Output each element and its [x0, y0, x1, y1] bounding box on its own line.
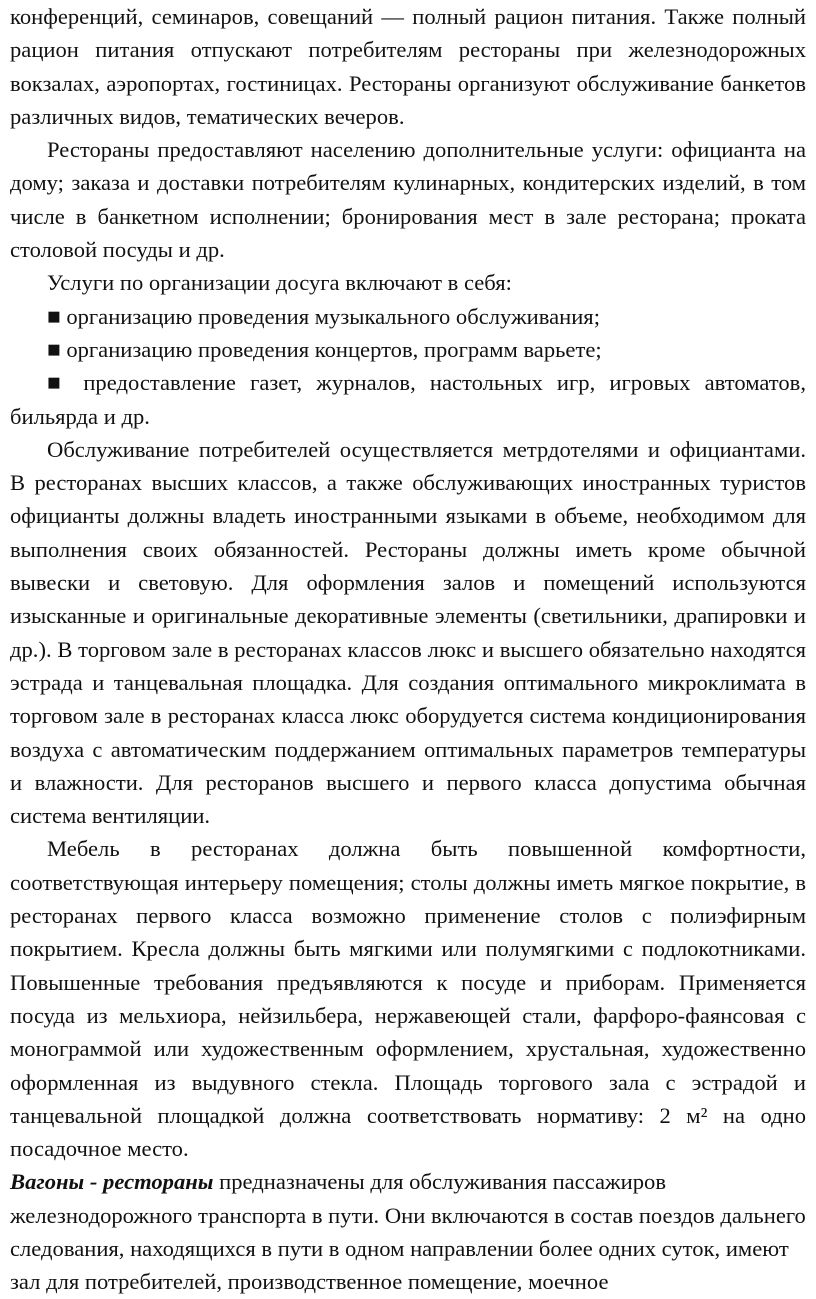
- paragraph-additional-services: Рестораны предоставляют населению дополнительные услуги: официанта на дому; заказа и доставки потребителям кулинарных, кондитерских изделий, в том числе в банкетном исполнении; бронирования мест в зале ресторана; проката столовой посуды и др.: [10, 137, 806, 263]
- bullet-square-icon: ■: [47, 370, 70, 396]
- dining-cars-text: предназначены для обслуживания пассажиров железнодорожного транспорта в пути. Они включаются в состав поездов дальнего следования, находящихся в пути в одном направлении более одних суток, имеют зал для потребителей, производственное помещение, моечное: [10, 1169, 806, 1295]
- paragraph-service-staff: Обслуживание потребителей осуществляется метрдотелями и официантами. В ресторанах высших классов, а также обслуживающих иностранных туристов официанты должны владеть иностранными языками в объеме, необходимом для выполнения своих обязанностей. Рестораны должны иметь кроме обычной вывески и световую. Для оформления залов и помещений используются изысканные и оригинальные декоративные элементы (светильники, драпировки и др.). В торговом зале в ресторанах классов люкс и высшего обязательно находятся эстрада и танцевальная площадка. Для создания оптимального микроклимата в торговом зале в ресторанах класса люкс оборудуется система кондиционирования воздуха с автоматическим поддержанием оптимальных параметров температуры и влажности. Для ресторанов высшего и первого класса допустима обычная система вентиляции.: [10, 436, 806, 829]
- bullet-square-icon: ■: [47, 303, 61, 329]
- bullet-item-concerts: [10, 333, 806, 366]
- paragraph-furniture: Мебель в ресторанах должна быть повышенной комфортности, соответствующая интерьеру помещения; столы должны иметь мягкое покрытие, в ресторанах первого класса возможно применение столов с полиэфирным покрытием. Кресла должны быть мягкими или полумягкими с подлокотниками. Повышенные требования предъявляются к посуде и приборам. Применяется посуда из мельхиора, нейзильбера, нержавеющей стали, фарфоро-фаянсовая с монограммой или художественным оформлением, хрустальная, художественно оформленная из выдувного стекла. Площадь торгового зала с эстрадой и танцевальной площадкой должна соответствовать нормативу: 2 м² на одно посадочное место.: [10, 836, 806, 1162]
- paragraph-continuation: конференций, семинаров, совещаний — полный рацион питания. Также полный рацион питания отпускают потребителям рестораны при железнодорожных вокзалах, аэропортах, гостиницах. Рестораны организуют обслуживание банкетов различных видов, тематических вечеров.: [10, 4, 806, 129]
- bullet-text: организацию проведения концертов, программ варьете;: [66, 336, 602, 362]
- paragraph-dining-cars: [10, 1165, 806, 1298]
- bullet-item-music: [10, 300, 806, 333]
- bullet-square-icon: ■: [47, 336, 61, 362]
- paragraph-leisure-intro: Услуги по организации досуга включают в себя:: [47, 270, 512, 296]
- bullet-item-games: [10, 366, 806, 433]
- bullet-text: предоставление газет, журналов, настольных игр, игровых автоматов, бильярда и др.: [10, 370, 806, 429]
- term-dining-cars: Вагоны - рестораны: [10, 1169, 214, 1195]
- document-page: [10, 0, 806, 1299]
- bullet-text: организацию проведения музыкального обслуживания;: [66, 303, 600, 329]
